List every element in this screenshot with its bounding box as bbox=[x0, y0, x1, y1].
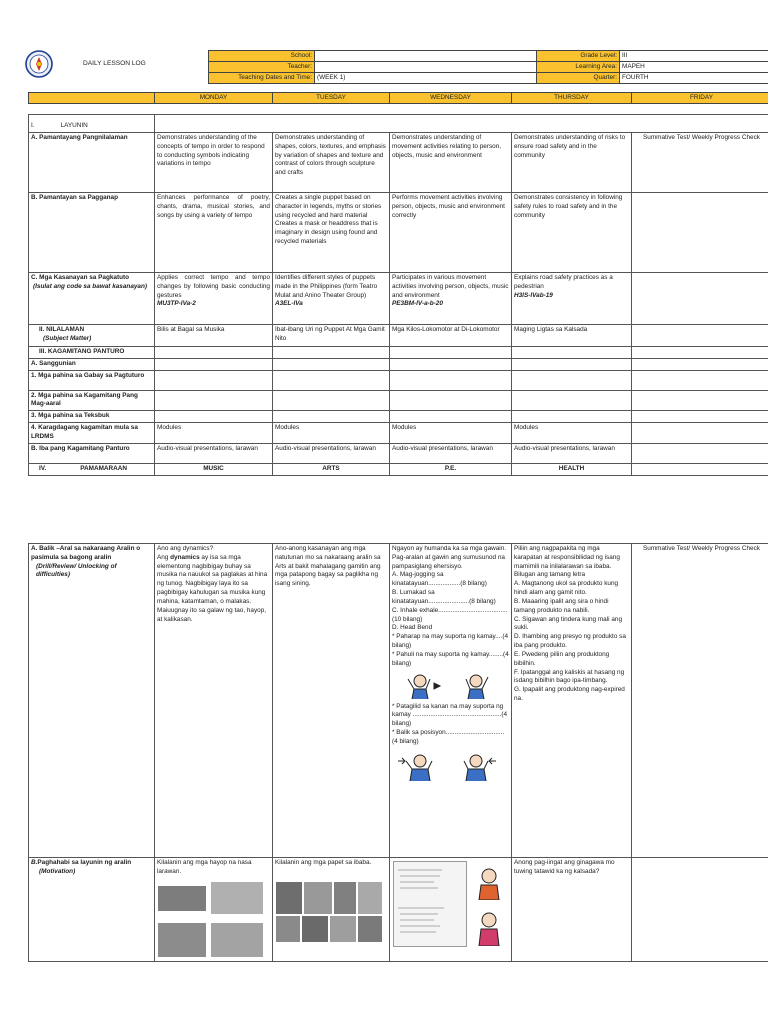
subject-music: MUSIC bbox=[155, 463, 273, 475]
paghahabi-label: Paghahabi sa layunin ng aralin bbox=[37, 859, 132, 866]
balik-thu-g: G. Ipapalit ang produktong nag-expired na. bbox=[514, 686, 625, 703]
teksbuk-blank-5 bbox=[632, 411, 768, 423]
kagamitan-blank-3 bbox=[390, 347, 512, 359]
subject-health: HEALTH bbox=[512, 463, 632, 475]
cell-c-wednesday-text: Participates in various movement activities involving person, objects, music and environment bbox=[392, 274, 509, 299]
cell-a-friday: Summative Test/ Weekly Progress Check bbox=[632, 133, 768, 193]
teaching-dates-label: Teaching Dates and Time: bbox=[209, 73, 315, 84]
learning-area-label: Learning Area: bbox=[537, 62, 620, 73]
gabay-blank-4 bbox=[512, 370, 632, 390]
cell-balik-thursday bbox=[512, 544, 632, 858]
puppet-photo-2 bbox=[304, 882, 332, 914]
exercise-figure-2 bbox=[474, 910, 504, 946]
cell-paghahabi-wednesday bbox=[390, 858, 512, 962]
teaching-dates-value: (WEEK 1) bbox=[315, 73, 537, 84]
cell-balik-tuesday: Ano-anong kasanayan ang mga natutunan mo sa nakaraang aralin sa Arts at bakit mahalagang gamitin ang mga patapong bagay sa paglikha ng isang sining. bbox=[273, 544, 390, 858]
day-thursday: THURSDAY bbox=[512, 93, 632, 104]
days-header-blank bbox=[29, 93, 155, 104]
puppet-photo-8 bbox=[358, 916, 382, 942]
cell-c-friday bbox=[632, 273, 768, 325]
row-label-iba-pang-kagamitan: B. Iba pang Kagamitang Panturo bbox=[29, 443, 155, 463]
row-label-balik-aral bbox=[29, 544, 155, 858]
cell-iba-friday bbox=[632, 443, 768, 463]
balik-aral-note: (Drill/Review/ Unlocking of difficulties) bbox=[36, 562, 117, 579]
lesson-table-1 bbox=[28, 114, 768, 476]
balik-aral-label: A. Balik –Aral sa nakaraang Aralin o pasimula sa bagong aralin bbox=[31, 545, 141, 561]
cell-paghahabi-friday bbox=[632, 858, 768, 962]
nilalaman-note: (Subject Matter) bbox=[43, 334, 92, 342]
balik-wed-intro: Ngayon ay humanda ka sa mga gawain. Pag-aralan at gawin ang sumusunod na pampasiglang ehersisyo. bbox=[392, 545, 507, 570]
balik-monday-rest: ay isa sa mga elementong nagbibigay buhay sa musika na nauukol sa paglakas at hina ng tunog. Nagbibigay laya ito sa pagbibigay kahulugan sa musika kung mahina, katamtaman, o malakas. Maiuugnay ito sa galaw ng tao, hayop, at kalikasan. bbox=[157, 553, 268, 623]
row-label-pamamaraan bbox=[29, 463, 155, 475]
sanggunian-blank-3 bbox=[390, 358, 512, 370]
cell-nilalaman-tuesday: Ibat-ibang Uri ng Puppet At Mga Gamit Nito bbox=[273, 325, 390, 347]
cell-lrdms-monday: Modules bbox=[155, 423, 273, 444]
head-bend-illustration-1 bbox=[392, 671, 509, 701]
gabay-blank-3 bbox=[390, 370, 512, 390]
row-label-paghahabi bbox=[29, 858, 155, 962]
exercise-sheet-thumbnail bbox=[393, 861, 467, 947]
cell-lrdms-friday bbox=[632, 423, 768, 444]
kmag-blank-2 bbox=[273, 390, 390, 411]
grade-level-value: III bbox=[620, 51, 768, 62]
kagamitan-blank-5 bbox=[632, 347, 768, 359]
cell-c-wednesday-code: PE3BM-IV-a-b-20 bbox=[392, 300, 443, 308]
cell-iba-tuesday: Audio-visual presentations, larawan bbox=[273, 443, 390, 463]
layunin-blank bbox=[155, 115, 768, 133]
sanggunian-blank-5 bbox=[632, 358, 768, 370]
cell-b-tuesday: Creates a single puppet based on character in legends, myths or stories using recycled and hard material Creates a mask or headdress that is imaginary in design using found and recycled materials bbox=[273, 193, 390, 273]
teacher-field bbox=[315, 62, 537, 73]
puppet-photo-1 bbox=[276, 882, 302, 914]
gabay-blank-1 bbox=[155, 370, 273, 390]
cell-lrdms-wednesday: Modules bbox=[390, 423, 512, 444]
puppet-photo-3 bbox=[334, 882, 356, 914]
balik-wed-d1: * Paharap na may suporta ng kamay....(4 bilang) bbox=[392, 633, 509, 650]
balik-monday-dynamics: dynamics bbox=[170, 553, 200, 561]
row-label-pamantayang-pangnilalaman: A. Pamantayang Pangnilalaman bbox=[29, 133, 155, 193]
deped-seal-icon bbox=[25, 50, 53, 78]
balik-wed-d3: * Patagilid sa kanan na may suporta ng kamay ..................................................(4 bilang) bbox=[392, 702, 508, 728]
page-title: DAILY LESSON LOG bbox=[83, 60, 146, 67]
kasanayan-label: C. Mga Kasanayan sa Pagkatuto bbox=[31, 274, 130, 281]
balik-monday-ang: Ang bbox=[157, 553, 171, 561]
cell-c-tuesday bbox=[273, 273, 390, 325]
day-wednesday: WEDNESDAY bbox=[390, 93, 512, 104]
cell-c-wednesday bbox=[390, 273, 512, 325]
balik-thu-a: A. Magtanong ukol sa produkto kung hindi alam ang gamit nito. bbox=[514, 580, 619, 597]
teacher-label: Teacher: bbox=[209, 62, 315, 73]
school-field bbox=[315, 51, 537, 62]
paghahabi-letter: B. bbox=[31, 859, 38, 866]
cell-a-thursday: Demonstrates understanding of risks to ensure road safety and in the community bbox=[512, 133, 632, 193]
days-header bbox=[28, 92, 768, 104]
kagamitan-blank-2 bbox=[273, 347, 390, 359]
lesson-table-2 bbox=[28, 543, 768, 962]
day-friday: FRIDAY bbox=[632, 93, 768, 104]
paghahabi-monday-text: Kilalanin ang mga hayop na nasa larawan. bbox=[157, 859, 252, 875]
cell-b-monday: Enhances performance of poetry, chants, drama, musical stories, and songs by using a variety of tempo bbox=[155, 193, 273, 273]
animal-photo-2 bbox=[211, 882, 263, 914]
layunin-num: I. bbox=[31, 122, 35, 130]
subject-friday-blank bbox=[632, 463, 768, 475]
cell-nilalaman-friday bbox=[632, 325, 768, 347]
cell-balik-wednesday bbox=[390, 544, 512, 858]
cell-b-thursday: Demonstrates consistency in following safety rules to road safety and in the community bbox=[512, 193, 632, 273]
animal-photo-1 bbox=[158, 886, 206, 911]
cell-nilalaman-monday: Bilis at Bagal sa Musika bbox=[155, 325, 273, 347]
day-tuesday: TUESDAY bbox=[273, 93, 390, 104]
balik-wed-d: D. Head Bend bbox=[392, 624, 433, 632]
row-label-gabay: 1. Mga pahina sa Gabay sa Pagtuturo bbox=[29, 370, 155, 390]
cell-iba-thursday: Audio-visual presentations, larawan bbox=[512, 443, 632, 463]
grade-level-label: Grade Level: bbox=[537, 51, 620, 62]
puppet-photo-7 bbox=[330, 916, 356, 942]
kmag-blank-5 bbox=[632, 390, 768, 411]
cell-balik-friday: Summative Test/ Weekly Progress Check bbox=[632, 544, 768, 858]
row-label-nilalaman bbox=[29, 325, 155, 347]
cell-c-thursday-text: Explains road safety practices as a pedestrian bbox=[514, 274, 613, 290]
subject-arts: ARTS bbox=[273, 463, 390, 475]
nilalaman-label: II. NILALAMAN bbox=[39, 326, 85, 333]
balik-wed-b: B. Lumakad sa kinatatayuan.......................(8 bilang) bbox=[392, 589, 496, 605]
cell-c-thursday bbox=[512, 273, 632, 325]
balik-wed-d4: * Balik sa posisyon.................................(4 bilang) bbox=[392, 729, 505, 745]
cell-iba-wednesday: Audio-visual presentations, larawan bbox=[390, 443, 512, 463]
cell-b-friday bbox=[632, 193, 768, 273]
kmag-blank-3 bbox=[390, 390, 512, 411]
balik-monday-body bbox=[157, 554, 270, 625]
teksbuk-blank-1 bbox=[155, 411, 273, 423]
puppet-photo-4 bbox=[358, 882, 382, 914]
balik-thu-c: C. Sigawan ang tindera kung mali ang sukli. bbox=[514, 615, 622, 632]
cell-b-wednesday: Performs movement activities involving person, objects, music and environment correctly bbox=[390, 193, 512, 273]
cell-nilalaman-wednesday: Mga Kilos-Lokomotor at Di-Lokomotor bbox=[390, 325, 512, 347]
cell-c-tuesday-code: A3EL-IVa bbox=[275, 300, 303, 308]
kagamitan-blank-4 bbox=[512, 347, 632, 359]
day-monday: MONDAY bbox=[155, 93, 273, 104]
pamamaraan-num: IV. bbox=[39, 464, 47, 472]
row-label-lrdms: 4. Karagdagang kagamitan mula sa LRDMS bbox=[29, 423, 155, 444]
gabay-blank-5 bbox=[632, 370, 768, 390]
pamamaraan-label: PAMAMARAAN bbox=[80, 464, 127, 472]
row-label-kagamitang-mag-aaral: 2. Mga pahina sa Kagamitang Pang Mag-aaral bbox=[29, 390, 155, 411]
sanggunian-blank-2 bbox=[273, 358, 390, 370]
cell-c-tuesday-text: Identifies different styles of puppets made in the Philippines (form Teatro Mulat and Anino Theater Group) bbox=[275, 274, 378, 299]
balik-wed-d2: * Pahuli na may suporta ng kamay........(4 bilang) bbox=[392, 650, 509, 667]
school-label: School: bbox=[209, 51, 315, 62]
cell-nilalaman-thursday: Maging Ligtas sa Kalsada bbox=[512, 325, 632, 347]
cell-c-monday-code: MU3TP-IVa-2 bbox=[157, 300, 196, 308]
teksbuk-blank-2 bbox=[273, 411, 390, 423]
cell-paghahabi-monday bbox=[155, 858, 273, 962]
cell-lrdms-tuesday: Modules bbox=[273, 423, 390, 444]
row-label-pamantayan-sa-pagganap: B. Pamantayan sa Pagganap bbox=[29, 193, 155, 273]
teksbuk-blank-3 bbox=[390, 411, 512, 423]
learning-area-value: MAPEH bbox=[620, 62, 768, 73]
paghahabi-note: (Motivation) bbox=[39, 867, 76, 875]
puppet-photo-6 bbox=[302, 916, 328, 942]
sanggunian-blank-1 bbox=[155, 358, 273, 370]
cell-paghahabi-tuesday bbox=[273, 858, 390, 962]
row-label-teksbuk: 3. Mga pahina sa Teksbuk bbox=[29, 411, 155, 423]
balik-thu-b: B. Maaaring ipalit ang sira o hindi tamang produkto na nabili. bbox=[514, 597, 609, 614]
row-label-sanggunian: A. Sanggunian bbox=[29, 358, 155, 370]
head-bend-illustration-2 bbox=[392, 749, 509, 783]
balik-wed-c: C. Inhale exhale.......................................(10 bilang) bbox=[392, 606, 508, 623]
cell-paghahabi-thursday: Anong pag-iingat ang ginagawa mo tuwing tatawid ka ng kalsada? bbox=[512, 858, 632, 962]
cell-a-wednesday: Demonstrates understanding of movement activities relating to person, objects, music and environment bbox=[390, 133, 512, 193]
cell-c-thursday-code: H3IS-IVab-19 bbox=[514, 291, 553, 299]
kmag-blank-4 bbox=[512, 390, 632, 411]
sanggunian-blank-4 bbox=[512, 358, 632, 370]
balik-thu-d: D. Ihambing ang presyo ng produkto sa iba pang produkto. bbox=[514, 633, 626, 650]
cell-iba-monday: Audio-visual presentations, larawan bbox=[155, 443, 273, 463]
row-label-kasanayan bbox=[29, 273, 155, 325]
animal-photo-3 bbox=[158, 923, 206, 957]
layunin-label: LAYUNIN bbox=[60, 122, 88, 130]
header-table bbox=[208, 50, 768, 84]
cell-balik-monday bbox=[155, 544, 273, 858]
animal-photo-4 bbox=[211, 923, 263, 957]
cell-a-monday: Demonstrates understanding of the concepts of tempo in order to respond to conducting symbols indicating variations in tempo bbox=[155, 133, 273, 193]
balik-thu-e: E. Pwedeng piliin ang produktong bibilhin. bbox=[514, 650, 610, 667]
quarter-label: Quarter: bbox=[537, 73, 620, 84]
cell-c-monday bbox=[155, 273, 273, 325]
cell-a-tuesday: Demonstrates understanding of shapes, colors, textures, and emphasis by variation of shapes and texture and contrast of colors through sculpture and crafts bbox=[273, 133, 390, 193]
kagamitan-blank-1 bbox=[155, 347, 273, 359]
subject-pe: P.E. bbox=[390, 463, 512, 475]
layunin-heading bbox=[29, 115, 155, 133]
gabay-blank-2 bbox=[273, 370, 390, 390]
quarter-value: FOURTH bbox=[620, 73, 768, 84]
kasanayan-note: (Isulat ang code sa bawat kasanayan) bbox=[33, 282, 148, 290]
teksbuk-blank-4 bbox=[512, 411, 632, 423]
balik-thu-intro: Piliin ang nagpapakita ng mga karapatan at responsibilidad ng isang mamimili na inilalarawan sa ibaba. Bilugan ang tamang letra bbox=[514, 545, 620, 579]
kmag-blank-1 bbox=[155, 390, 273, 411]
balik-thu-f: F. Ipatanggal ang kaliskis at hasang ng isdang bibilhin bago ipa-timbang. bbox=[514, 668, 625, 685]
exercise-figure-1 bbox=[474, 866, 504, 900]
row-label-kagamitang-panturo: III. KAGAMITANG PANTURO bbox=[29, 347, 155, 359]
balik-wed-a: A. Mag-jogging sa kinatatayuan..................(8 bilang) bbox=[392, 571, 487, 588]
puppet-photo-5 bbox=[276, 916, 300, 942]
paghahabi-tuesday-text: Kilalanin ang mga papet sa ibaba. bbox=[275, 859, 372, 866]
cell-lrdms-thursday: Modules bbox=[512, 423, 632, 444]
cell-c-monday-text: Applies correct tempo and tempo changes by following basic conducting gestures bbox=[157, 274, 270, 299]
balik-monday-question: Ano ang dynamics? bbox=[157, 545, 214, 552]
